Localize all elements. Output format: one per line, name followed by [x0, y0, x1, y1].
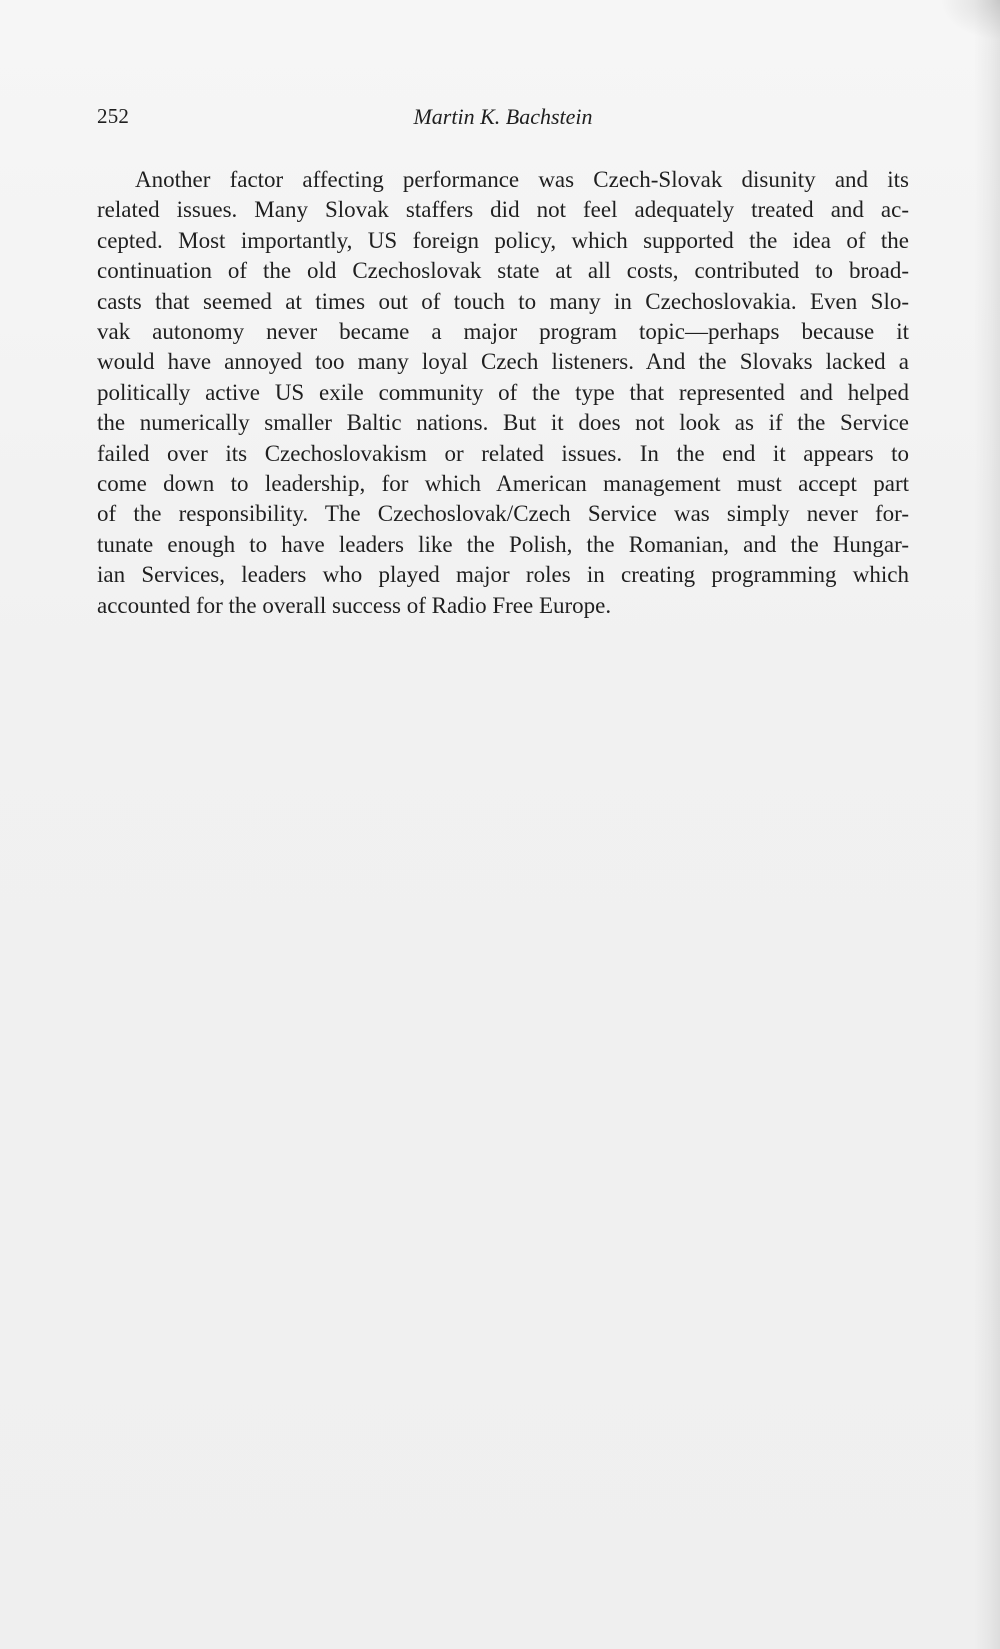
paragraph-line: come down to leadership, for which American management must accept part	[97, 471, 909, 497]
page-corner-shadow	[940, 0, 1000, 40]
paragraph-line: accounted for the overall success of Radio Free Europe.	[97, 592, 612, 618]
paragraph-line: failed over its Czechoslovakism or related issues. In the end it appears to	[97, 440, 909, 466]
paragraph-line: tunate enough to have leaders like the Polish, the Romanian, and the Hungar-	[97, 531, 909, 557]
page-number: 252	[97, 104, 130, 128]
paragraph-line: ian Services, leaders who played major roles in creating programming which	[97, 562, 909, 588]
paragraph-line: continuation of the old Czechoslovak state at all costs, contributed to broad-	[97, 258, 909, 284]
paragraph-line: vak autonomy never became a major program topic—perhaps because it	[97, 319, 909, 345]
body-paragraph	[97, 165, 909, 621]
paragraph-line: would have annoyed too many loyal Czech listeners. And the Slovaks lacked a	[97, 349, 909, 375]
paragraph-line: related issues. Many Slovak staffers did not feel adequately treated and ac-	[97, 197, 909, 223]
paragraph-line: casts that seemed at times out of touch to many in Czechoslovakia. Even Slo-	[97, 288, 909, 314]
paragraph-line: Another factor affecting performance was Czech-Slovak disunity and its	[135, 167, 909, 192]
page-header	[97, 104, 909, 138]
paragraph-line: of the responsibility. The Czechoslovak/Czech Service was simply never for-	[97, 501, 909, 527]
page-edge-shadow	[974, 0, 1000, 1649]
paragraph-line: politically active US exile community of the type that represented and helped	[97, 379, 909, 405]
paragraph-line: the numerically smaller Baltic nations. But it does not look as if the Service	[97, 410, 909, 436]
running-head: Martin K. Bachstein	[413, 104, 593, 129]
paragraph-line: cepted. Most importantly, US foreign policy, which supported the idea of the	[97, 227, 909, 253]
